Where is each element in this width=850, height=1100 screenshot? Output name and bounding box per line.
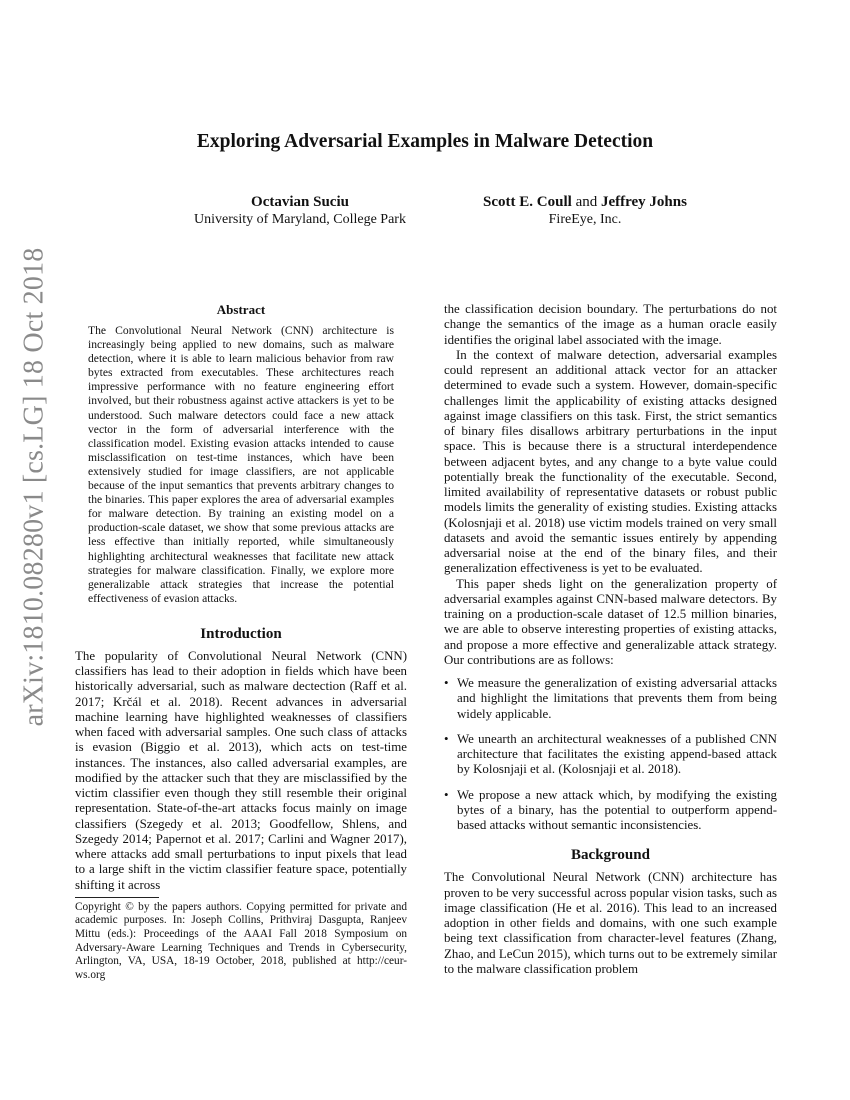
author-name: Scott E. Coull: [483, 194, 572, 210]
arxiv-identifier-stamp: [8, 247, 60, 727]
list-item: [444, 787, 777, 834]
author-name: Jeffrey Johns: [600, 194, 687, 210]
list-item: [444, 676, 777, 722]
bullet-icon: •: [444, 731, 449, 746]
list-item-text: We measure the generalization of existing adversarial attacks and highlight the limitations that prevents them from being widely applicable.: [457, 676, 777, 721]
right-column: [444, 302, 777, 977]
contributions-list: [444, 676, 777, 833]
author-name: Octavian Suciu: [251, 194, 349, 210]
list-item-text: We unearth an architectural weaknesses of a published CNN architecture that facilitates the existing append-based attack by Kolosnjaji et al. (Kolosnjaji et al. 2018).: [457, 731, 777, 777]
copyright-footnote: Copyright © by the papers authors. Copying permitted for private and academic purposes. In: Joseph Collins, Prithviraj Dasgupta, Ranjeev Mittu (eds.): Proceedings of the AAAI Fall 2018 Symposium on Adversary-Aware Learning Techniques and Trends in Cybersecurity, Arlington, VA, USA, 18-19 October, 2018, published at http://ceur-ws.org: [75, 900, 407, 981]
arxiv-identifier-text: arXiv:1810.08280v1 [cs.LG] 18 Oct 2018: [18, 247, 50, 727]
background-paragraph: The Convolutional Neural Network (CNN) architecture has proven to be very successful across popular vision tasks, such as image classification (He et al. 2016). This lead to an increased adoption in other fields and domains, with one such example being text classification from character-level features (Zhang, Zhao, and LeCun 2015), which turns out to be extremely similar to the malware classification problem: [444, 870, 777, 976]
author-affiliation: FireEye, Inc.: [548, 212, 622, 227]
abstract-text: The Convolutional Neural Network (CNN) architecture is increasingly being applied to new domains, such as malware detection, where it is able to learn malicious behavior from raw bytes extracted from executables. These architectures reach impressive performance with no feature engineering effort involved, but their robustness against active attackers is yet to be understood. Such malware detectors could face a new attack vector in the form of adversarial interference with the classification model. Existing evasion attacks intended to cause misclassification on test-time instances, which have been extensively studied for image classifiers, are not applicable because of the input semantics that prevents arbitrary changes to the binaries. This paper explores the area of adversarial examples for malware detection. By training an existing model on a production-scale dataset, we show that some previous attacks are less effective than initially reported, while simultaneously highlighting architectural weaknesses that facilitate new attack strategies for malware classification. Finally, we explore more generalizable attack strategies that increase the potential effectiveness of evasion attacks.: [88, 324, 394, 605]
left-column: [75, 302, 407, 982]
introduction-heading: Introduction: [200, 625, 282, 642]
author-block-left: [150, 194, 450, 228]
abstract-heading: Abstract: [216, 302, 266, 317]
introduction-paragraph: In the context of malware detection, adversarial examples could represent an additional attack vector for an attacker determined to evade such a system. However, domain-specific challenges limit the applicability of existing attacks designed against image classifiers on this task. First, the strict semantics of binary files disallows arbitrary perturbations in the input space. This is because there is a structural interdependence between adjacent bytes, and any change to a byte value could potentially break the functionality of the executable. Second, limited availability of representative datasets or robust public models limits the generality of existing studies. Existing attacks (Kolosnjaji et al. 2018) use victim models trained on very small datasets and avoid the semantic issues entirely by appending adversarial noise at the end of the binary files, and their generalization effectiveness is yet to be evaluated.: [444, 347, 777, 576]
author-names: [420, 194, 750, 211]
background-heading: Background: [571, 847, 650, 864]
bullet-icon: •: [444, 676, 449, 690]
bullet-icon: •: [444, 787, 449, 802]
author-affiliation: University of Maryland, College Park: [194, 212, 406, 227]
paper-title: Exploring Adversarial Examples in Malware Detection: [196, 131, 654, 152]
footnote-divider: [75, 897, 159, 898]
author-conjunction: and: [575, 194, 598, 210]
author-block-right: [420, 194, 750, 228]
introduction-paragraph-continued: the classification decision boundary. The perturbations do not change the semantics of the image as a human oracle easily identifies the original label associated with the image.: [444, 302, 777, 347]
list-item: [444, 731, 777, 778]
introduction-paragraph: The popularity of Convolutional Neural Network (CNN) classifiers has lead to their adoption in fields which have been historically adversarial, such as malware dectection (Raff et al. 2017; Krčál et al. 2018). Recent advances in adversarial machine learning have highlighted weaknesses of classifiers when faced with adversarial samples. One such class of attacks is evasion (Biggio et al. 2013), which acts on test-time instances. The instances, also called adversarial examples, are modified by the attacker such that they are misclassified by the victim classifier even though they still resemble their original representation. State-of-the-art attacks focus mainly on image classifiers (Szegedy et al. 2013; Goodfellow, Shlens, and Szegedy 2014; Papernot et al. 2017; Carlini and Wagner 2017), where attacks add small perturbations to input pixels that lead to a large shift in the victim classifier feature space, potentially shifting it across: [75, 648, 407, 892]
introduction-paragraph: This paper sheds light on the generalization property of adversarial examples against CNN-based malware detectors. By training on a production-scale dataset of 12.5 million binaries, we are able to observe interesting properties of existing attacks, and propose a more effective and generalizable attack strategy. Our contributions are as follows:: [444, 576, 777, 667]
list-item-text: We propose a new attack which, by modifying the existing bytes of a binary, has the potential to outperform append-based attacks without semantic inconsistencies.: [457, 787, 777, 832]
